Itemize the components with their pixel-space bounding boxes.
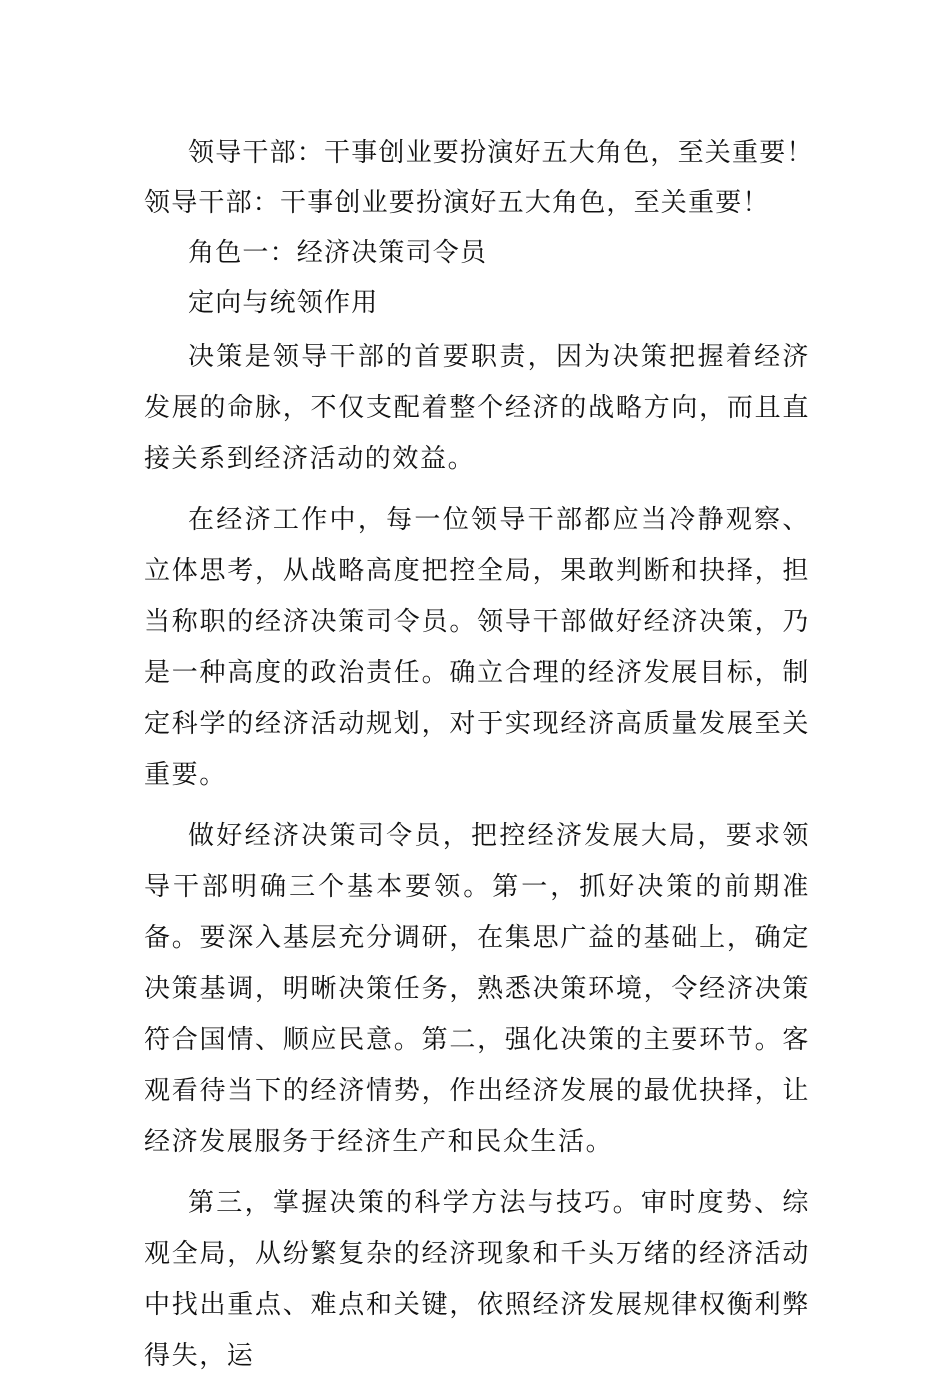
role-title: 角色一：经济决策司令员	[188, 238, 488, 268]
paragraph-2: 在经济工作中，每一位领导干部都应当冷静观察、立体思考，从战略高度把控全局，果敢判断和抉择，担当称职的经济决策司令员。领导干部做好经济决策，乃是一种高度的政治责任。确立合理的经济发展目标，制定科学的经济活动规划，对于实现经济高质量发展至关重要。	[144, 505, 810, 790]
document-body	[144, 128, 814, 1382]
document-heading-indented: 领导干部：干事创业要扮演好五大角色，至关重要！	[188, 138, 814, 168]
role-subtitle: 定向与统领作用	[188, 288, 379, 318]
paragraph-4: 第三，掌握决策的科学方法与技巧。审时度势、综观全局，从纷繁复杂的经济现象和千头万绪的经济活动中找出重点、难点和关键，依照经济发展规律权衡利弊得失，运	[144, 1188, 810, 1371]
paragraph-3: 做好经济决策司令员，把控经济发展大局，要求领导干部明确三个基本要领。第一，抓好决策的前期准备。要深入基层充分调研，在集思广益的基础上，确定决策基调，明晰决策任务，熟悉决策环境，令经济决策符合国情、顺应民意。第二，强化决策的主要环节。客观看待当下的经济情势，作出经济发展的最优抉择，让经济发展服务于经济生产和民众生活。	[144, 821, 810, 1157]
document-heading: 领导干部：干事创业要扮演好五大角色，至关重要！	[144, 188, 770, 218]
paragraph-1: 决策是领导干部的首要职责，因为决策把握着经济发展的命脉，不仅支配着整个经济的战略方向，而且直接关系到经济活动的效益。	[144, 342, 810, 474]
